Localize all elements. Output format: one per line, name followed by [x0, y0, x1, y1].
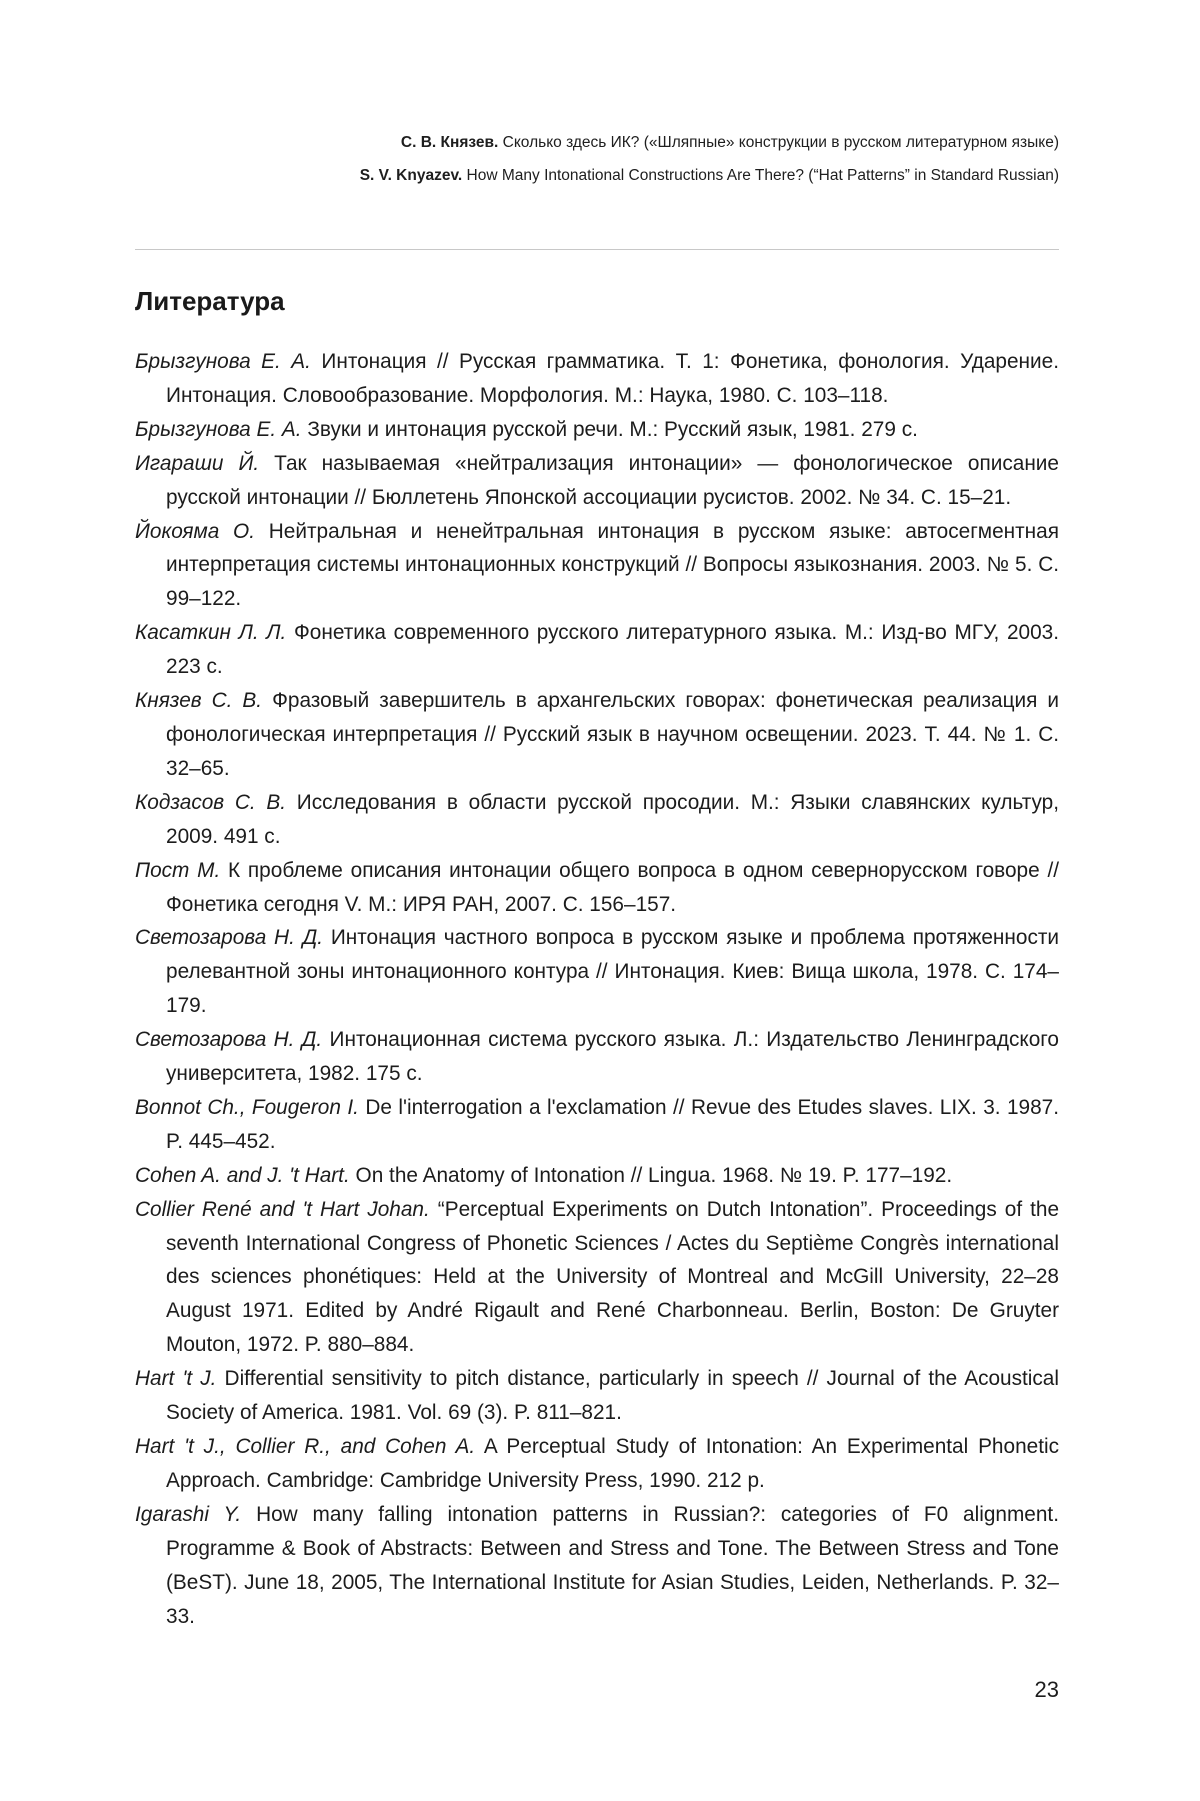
reference-item	[135, 684, 1059, 786]
page-number: 23	[1034, 1677, 1059, 1702]
reference-text: A Perceptual Study of Intonation: An Experimental Phonetic Approach. Cambridge: Cambridge University Press, 1990. 212 p.	[166, 1435, 1059, 1492]
reference-item	[135, 345, 1059, 413]
running-header-en-title: How Many Intonational Constructions Are There? (“Hat Patterns” in Standard Russian)	[466, 167, 1059, 184]
running-header-ru-title: Сколько здесь ИК? («Шляпные» конструкции в русском литературном языке)	[502, 134, 1059, 151]
reference-text: Интонация частного вопроса в русском языке и проблема протяженности релевантной зоны интонационного контура // Интонация. Киев: Вища школа, 1978. С. 174–179.	[166, 926, 1059, 1018]
reference-item	[135, 1091, 1059, 1159]
reference-item	[135, 1023, 1059, 1091]
reference-author: Cohen A. and J. 't Hart.	[135, 1163, 350, 1187]
reference-text: Звуки и интонация русской речи. М.: Русский язык, 1981. 279 с.	[307, 417, 918, 441]
reference-item	[135, 1430, 1059, 1498]
reference-item	[135, 413, 1059, 447]
reference-text: К проблеме описания интонации общего вопроса в одном севернорусском говоре // Фонетика сегодня V. М.: ИРЯ РАН, 2007. С. 156–157.	[166, 858, 1059, 916]
reference-author: Брызгунова Е. А.	[135, 350, 311, 373]
reference-author: Касаткин Л. Л.	[135, 621, 287, 645]
reference-item	[135, 1498, 1059, 1634]
page	[135, 0, 1059, 1801]
reference-author: Кодзасов С. В.	[135, 790, 287, 814]
reference-item	[135, 1362, 1059, 1430]
reference-author: Светозарова Н. Д.	[135, 1028, 323, 1052]
reference-author: Князев С. В.	[135, 689, 263, 713]
reference-author: Пост М.	[135, 858, 221, 882]
reference-item	[135, 921, 1059, 1023]
running-header	[135, 126, 1059, 192]
reference-text: Исследования в области русской просодии. М.: Языки славянских культур, 2009. 491 с.	[166, 790, 1060, 848]
section-title: Литература	[135, 286, 285, 316]
reference-text: Нейтральная и ненейтральная интонация в русском языке: автосегментная интерпретация системы интонационных конструкций // Вопросы языкознания. 2003. № 5. С. 99–122.	[166, 519, 1059, 611]
reference-item	[135, 786, 1059, 854]
header-divider	[135, 249, 1059, 250]
reference-text: Интонационная система русского языка. Л.: Издательство Ленинградского университета, 1982. 175 с.	[166, 1028, 1060, 1086]
reference-item	[135, 854, 1059, 922]
reference-text: Так называемая «нейтрализация интонации» — фонологическое описание русской интонации // Бюллетень Японской ассоциации русистов. 2002. № 34. С. 15–21.	[166, 451, 1059, 509]
reference-item	[135, 1193, 1059, 1363]
running-header-en	[135, 159, 1059, 192]
reference-author: Bonnot Ch., Fougeron I.	[135, 1095, 359, 1119]
running-header-en-author: S. V. Knyazev.	[359, 167, 463, 184]
reference-text: Фонетика современного русского литературного языка. М.: Изд-во МГУ, 2003. 223 с.	[166, 621, 1059, 679]
reference-text: How many falling intonation patterns in Russian?: categories of F0 alignment. Programme & Book of Abstracts: Between and Stress and Tone. The Between Stress and Tone (BeST). June 18, 2005, The International Institute for Asian Studies, Leiden, Netherlands. P. 32–33.	[166, 1502, 1059, 1628]
reference-author: Collier René and 't Hart Johan.	[135, 1197, 430, 1221]
reference-item	[135, 1159, 1059, 1193]
reference-author: Hart 't J.	[135, 1367, 217, 1391]
reference-author: Igarashi Y.	[135, 1502, 242, 1526]
reference-author: Йокояма О.	[135, 519, 256, 543]
running-header-ru	[135, 126, 1059, 159]
reference-author: Игараши Й.	[135, 451, 260, 475]
reference-list	[135, 345, 1059, 1633]
reference-text: Differential sensitivity to pitch distance, particularly in speech // Journal of the Acoustical Society of America. 1981. Vol. 69 (3). P. 811–821.	[166, 1367, 1059, 1425]
reference-author: Светозарова Н. Д.	[135, 926, 324, 950]
reference-text: De l'interrogation a l'exclamation // Revue des Etudes slaves. LIX. 3. 1987. P. 445–452.	[166, 1095, 1060, 1153]
reference-text: On the Anatomy of Intonation // Lingua. 1968. № 19. P. 177–192.	[355, 1163, 953, 1187]
reference-item	[135, 515, 1059, 617]
reference-text: “Perceptual Experiments on Dutch Intonation”. Proceedings of the seventh International Congress of Phonetic Sciences / Actes du Septième Congrès international des sciences phonétiques: Held at the University of Montreal and McGill University, 22–28 August 1971. Edited by André Rigault and René Charbonneau. Berlin, Boston: De Gruyter Mouton, 1972. P. 880–884.	[166, 1197, 1060, 1357]
reference-text: Интонация // Русская грамматика. Т. 1: Фонетика, фонология. Ударение. Интонация. Словообразование. Морфология. М.: Наука, 1980. С. 103–118.	[166, 350, 1060, 407]
reference-author: Hart 't J., Collier R., and Cohen A.	[135, 1435, 476, 1458]
reference-text: Фразовый завершитель в архангельских говорах: фонетическая реализация и фонологическая интерпретация // Русский язык в научном освещении. 2023. Т. 44. № 1. С. 32–65.	[166, 689, 1060, 780]
reference-item	[135, 447, 1059, 515]
reference-author: Брызгунова Е. А.	[135, 417, 302, 441]
reference-item	[135, 616, 1059, 684]
running-header-ru-author: С. В. Князев.	[400, 134, 499, 151]
